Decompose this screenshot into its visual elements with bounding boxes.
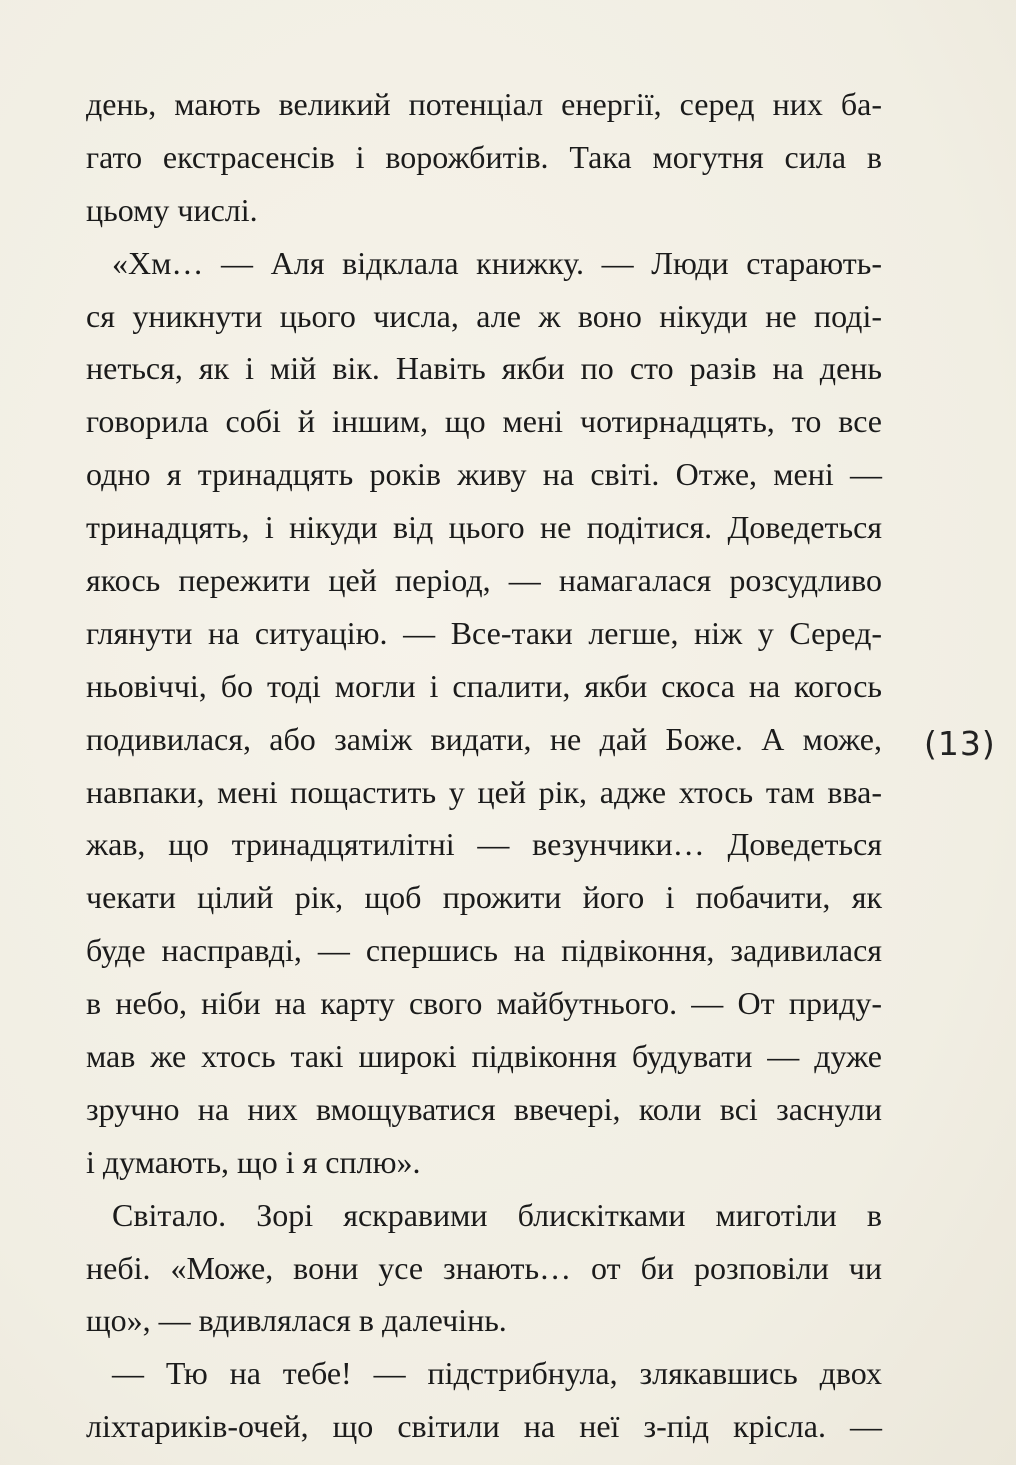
text-line: глянути на ситуацію. — Все-таки легше, ніж у Серед- bbox=[86, 614, 882, 651]
text-line: ліхтариків-очей, що світили на неї з-під крісла. — bbox=[86, 1408, 882, 1445]
text-line: одно я тринадцять років живу на світі. Отже, мені — bbox=[86, 456, 882, 493]
text-line: і думають, що і я сплю». bbox=[86, 1143, 421, 1180]
text-line: гато екстрасенсів і ворожбитів. Така могутня сила в bbox=[86, 138, 882, 175]
text-line: цьому числі. bbox=[86, 191, 258, 228]
text-line: небі. «Може, вони усе знають… от би розповіли чи bbox=[86, 1249, 882, 1286]
text-line: день, мають великий потенціал енергії, серед них ба- bbox=[86, 86, 882, 122]
text-line: що», — вдивлялася в далечінь. bbox=[86, 1302, 507, 1339]
text-line: в небо, ніби на карту свого майбутнього. — От приду- bbox=[86, 985, 882, 1022]
text-line: чекати цілий рік, щоб прожити його і побачити, як bbox=[86, 879, 882, 916]
page-number: (13) bbox=[924, 724, 996, 763]
body-text bbox=[86, 78, 882, 1453]
text-line: зручно на них вмощуватися ввечері, коли всі заснули bbox=[86, 1090, 882, 1127]
text-line: подивилася, або заміж видати, не дай Боже. А може, bbox=[86, 720, 882, 757]
text-line: буде насправді, — спершись на підвіконня, задивилася bbox=[86, 932, 882, 969]
text-line: — Тю на тебе! — підстрибнула, злякавшись двох bbox=[112, 1355, 882, 1392]
text-line: говорила собі й іншим, що мені чотирнадцять, то все bbox=[86, 403, 882, 440]
text-line: мав же хтось такі широкі підвіконня будувати — дуже bbox=[86, 1038, 882, 1075]
text-line: тринадцять, і нікуди від цього не подітися. Доведеться bbox=[86, 509, 882, 546]
text-line: ся уникнути цього числа, але ж воно нікуди не поді- bbox=[86, 297, 882, 334]
text-line: ньовіччі, бо тоді могли і спалити, якби скоса на когось bbox=[86, 667, 882, 704]
text-line: Світало. Зорі яскравими блискітками миготіли в bbox=[112, 1196, 882, 1233]
text-line: жав, що тринадцятилітні — везунчики… Доведеться bbox=[86, 826, 882, 863]
text-line: навпаки, мені пощастить у цей рік, адже хтось там вва- bbox=[86, 773, 882, 810]
text-line: якось пережити цей період, — намагалася розсудливо bbox=[86, 562, 882, 599]
text-line: «Хм… — Аля відклала книжку. — Люди старають- bbox=[112, 244, 882, 281]
text-line: неться, як і мій вік. Навіть якби по сто разів на день bbox=[86, 350, 882, 387]
